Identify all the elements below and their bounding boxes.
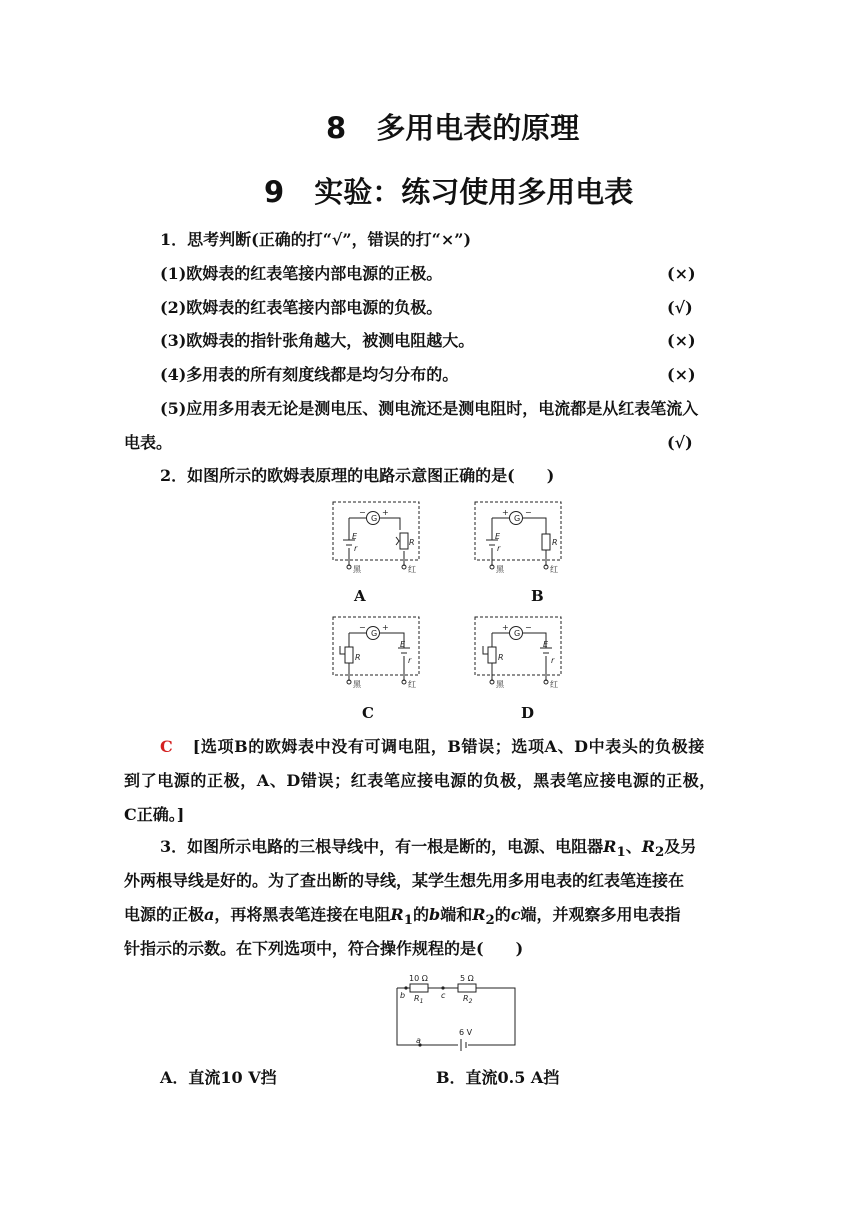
- diagram-d-wires: [483, 633, 546, 681]
- title-2-number: 9: [264, 175, 285, 209]
- diagram-b-r-label: r: [497, 544, 501, 553]
- q2-caption-a: A: [354, 587, 366, 605]
- q2-caption-d: D: [521, 704, 535, 722]
- diagram-d-rheostat: [488, 647, 496, 663]
- diagram-c-rr-label: R: [355, 653, 361, 662]
- q2-expl-1: [选项B的欧姆表中没有可调电阻，B错误；选项A、D中表头的负极接: [192, 737, 705, 756]
- q1-item-5-line2: 电表。: [124, 433, 173, 452]
- title-1-text: 多用电表的原理: [376, 111, 580, 145]
- title-1-number: 8: [326, 111, 347, 145]
- q3-r2-label: $R_2$: [463, 994, 473, 1005]
- diagram-d-red-label: 红: [550, 680, 558, 689]
- diagram-a-rr-label: R: [409, 538, 415, 547]
- diagram-d-minus-label: −: [525, 623, 532, 632]
- diagram-c-rheostat: [345, 647, 353, 663]
- diagram-a-g-label: G: [371, 514, 378, 523]
- diagram-a-red-label: 红: [408, 565, 416, 574]
- q1-item-4: (4)多用表的所有刻度线都是均匀分布的。: [160, 365, 459, 384]
- q2-stem: 2．如图所示的欧姆表原理的电路示意图正确的是( ): [160, 466, 555, 485]
- diagram-d-e-label: E: [543, 640, 549, 649]
- q3-option-b: B．直流0.5 A挡: [436, 1068, 560, 1087]
- q1-mark-4: (×): [667, 365, 696, 384]
- diagram-c-g-label: G: [371, 629, 378, 638]
- diagram-a-box: [333, 502, 419, 560]
- diagram-c-red-label: 红: [408, 680, 416, 689]
- diagram-c-minus-label: −: [359, 623, 366, 632]
- q3-r1-label: $R_1$: [414, 994, 424, 1005]
- diagram-a-r-label: r: [354, 544, 358, 553]
- q1-mark-3: (×): [667, 331, 696, 350]
- diagram-d-box: [475, 617, 561, 675]
- diagram-a-e-label: E: [352, 532, 358, 541]
- diagram-b-rr-label: R: [552, 538, 558, 547]
- q2-expl-3: C正确。]: [124, 805, 185, 824]
- q1-mark-2: (√): [667, 298, 693, 317]
- q3-source-label: 6 V: [459, 1028, 473, 1037]
- diagram-b-minus-label: −: [525, 508, 532, 517]
- q2-answer-line1: [160, 734, 705, 757]
- q3-r2-resistor: [458, 984, 476, 992]
- q3-line-2: 外两根导线是好的。为了查出断的导线，某学生想先用多用电表的红表笔连接在: [124, 871, 685, 890]
- diagram-a-wires: [349, 518, 404, 566]
- diagram-a-minus-label: −: [359, 508, 366, 517]
- diagram-a-rheostat: [400, 533, 408, 549]
- q1-item-5-line1: (5)应用多用表无论是测电压、测电流还是测电阻时，电流都是从红表笔流入: [160, 399, 699, 418]
- diagram-c-plus-label: +: [382, 623, 389, 632]
- diagram-b-black-label: 黑: [496, 565, 504, 574]
- q3-r2-value: 5 Ω: [460, 974, 474, 983]
- q2-caption-c: C: [362, 704, 374, 722]
- diagram-d-rr-label: R: [498, 653, 504, 662]
- diagram-d-black-label: 黑: [496, 680, 504, 689]
- diagram-b-g-label: G: [514, 514, 521, 523]
- q1-item-3: (3)欧姆表的指针张角越大，被测电阻越大。: [160, 331, 475, 350]
- q3-option-a: A．直流10 V挡: [160, 1068, 277, 1087]
- q3-r1-value: 10 Ω: [409, 974, 428, 983]
- diagram-a-plus-label: +: [382, 508, 389, 517]
- q3-r1-resistor: [410, 984, 428, 992]
- q3-line-3: 电源的正极a，再将黑表笔连接在电阻$R_1$的b端和$R_2$的c端，并观察多用电表指: [124, 905, 681, 929]
- diagram-a-black-label: 黑: [353, 565, 361, 574]
- diagram-d-r-label: r: [551, 656, 555, 665]
- q3-line-1: 3．如图所示电路的三根导线中，有一根是断的，电源、电阻器$R_1$、$R_2$及另: [160, 837, 697, 861]
- title-2-text: 实验：练习使用多用电表: [314, 175, 634, 209]
- diagram-b-e-label: E: [495, 532, 501, 541]
- diagram-c-e-label: E: [400, 640, 406, 649]
- diagram-b-plus-label: +: [502, 508, 509, 517]
- q3-b-label: b: [400, 991, 406, 1000]
- diagram-c-black-label: 黑: [353, 680, 361, 689]
- q3-line-4: 针指示的示数。在下列选项中，符合操作规程的是( ): [124, 939, 524, 958]
- q3-a-label: a: [416, 1036, 421, 1045]
- q1-item-2: (2)欧姆表的红表笔接内部电源的负极。: [160, 298, 443, 317]
- diagram-d-plus-label: +: [502, 623, 509, 632]
- q1-mark-5: (√): [667, 433, 693, 452]
- q2-caption-b: B: [531, 587, 544, 605]
- diagram-c-r-label: r: [408, 656, 412, 665]
- q1-item-1: (1)欧姆表的红表笔接内部电源的正极。: [160, 264, 443, 283]
- q1-mark-1: (×): [667, 264, 696, 283]
- q2-expl-2: 到了电源的正极，A、D错误；红表笔应接电源的负极，黑表笔应接电源的正极，: [124, 771, 716, 790]
- diagram-b-box: [475, 502, 561, 560]
- diagram-b-red-label: 红: [550, 565, 558, 574]
- q3-battery: [461, 1039, 466, 1051]
- diagram-c-box: [333, 617, 419, 675]
- q2-answer: C: [160, 737, 173, 756]
- diagram-d-g-label: G: [514, 629, 521, 638]
- diagram-c-wires: [340, 633, 404, 681]
- q3-c-label: c: [441, 991, 446, 1000]
- diagram-b-resistor: [542, 534, 550, 550]
- q1-heading: 1．思考判断(正确的打“√”，错误的打“×”): [160, 230, 472, 249]
- diagram-b-wires: [492, 518, 546, 566]
